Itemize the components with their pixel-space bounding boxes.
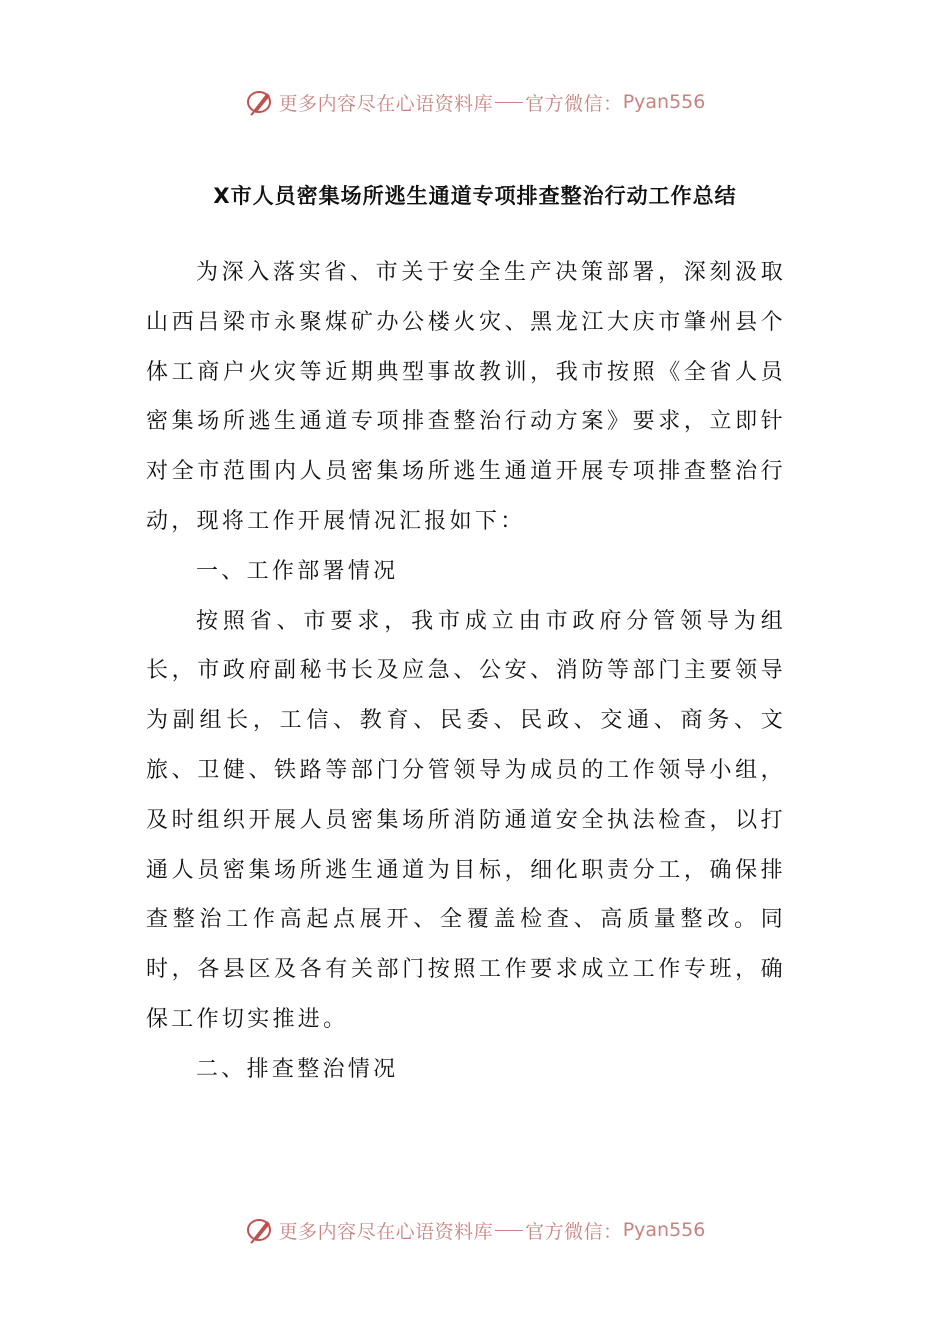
quill-pen-logo-icon [245,87,275,117]
heading-work-deployment: 一、工作部署情况 [196,558,399,584]
quill-pen-logo-icon [245,1215,275,1245]
watermark-wechat-id: Pyan556 [622,91,706,113]
watermark-text: 更多内容尽在心语资料库 [278,1220,494,1243]
paragraph-intro: 为深入落实省、市关于安全生产决策部署，深刻汲取山西吕梁市永聚煤矿办公楼火灾、黑龙江大庆市肇州县个体工商户火灾等近期典型事故教训，我市按照《全省人员密集场所逃生通道专项排查整治行动方案》要求，立即针对全市范围内人员密集场所逃生通道开展专项排查整治行动，现将工作开展情况汇报如下： [146,260,786,534]
watermark-dash [495,102,523,103]
watermark-text: 更多内容尽在心语资料库 [278,92,494,115]
watermark-wechat-label: 官方微信： [525,92,623,115]
document-body [146,248,786,1095]
header-watermark [0,84,950,120]
watermark-wechat-label: 官方微信： [525,1220,623,1243]
watermark-dash [495,1230,523,1231]
document-title: X市人员密集场所逃生通道专项排查整治行动工作总结 [213,184,737,208]
watermark-wechat-id: Pyan556 [622,1219,706,1241]
heading-inspection-rectification: 二、排查整治情况 [196,1056,399,1082]
paragraph-deployment: 按照省、市要求，我市成立由市政府分管领导为组长，市政府副秘书长及应急、公安、消防等部门主要领导为副组长，工信、教育、民委、民政、交通、商务、文旅、卫健、铁路等部门分管领导为成员的工作领导小组，及时组织开展人员密集场所消防通道安全执法检查，以打通人员密集场所逃生通道为目标，细化职责分工，确保排查整治工作高起点展开、全覆盖检查、高质量整改。同时，各县区及各有关部门按照工作要求成立工作专班，确保工作切实推进。 [146,608,786,1032]
footer-watermark [0,1212,950,1248]
